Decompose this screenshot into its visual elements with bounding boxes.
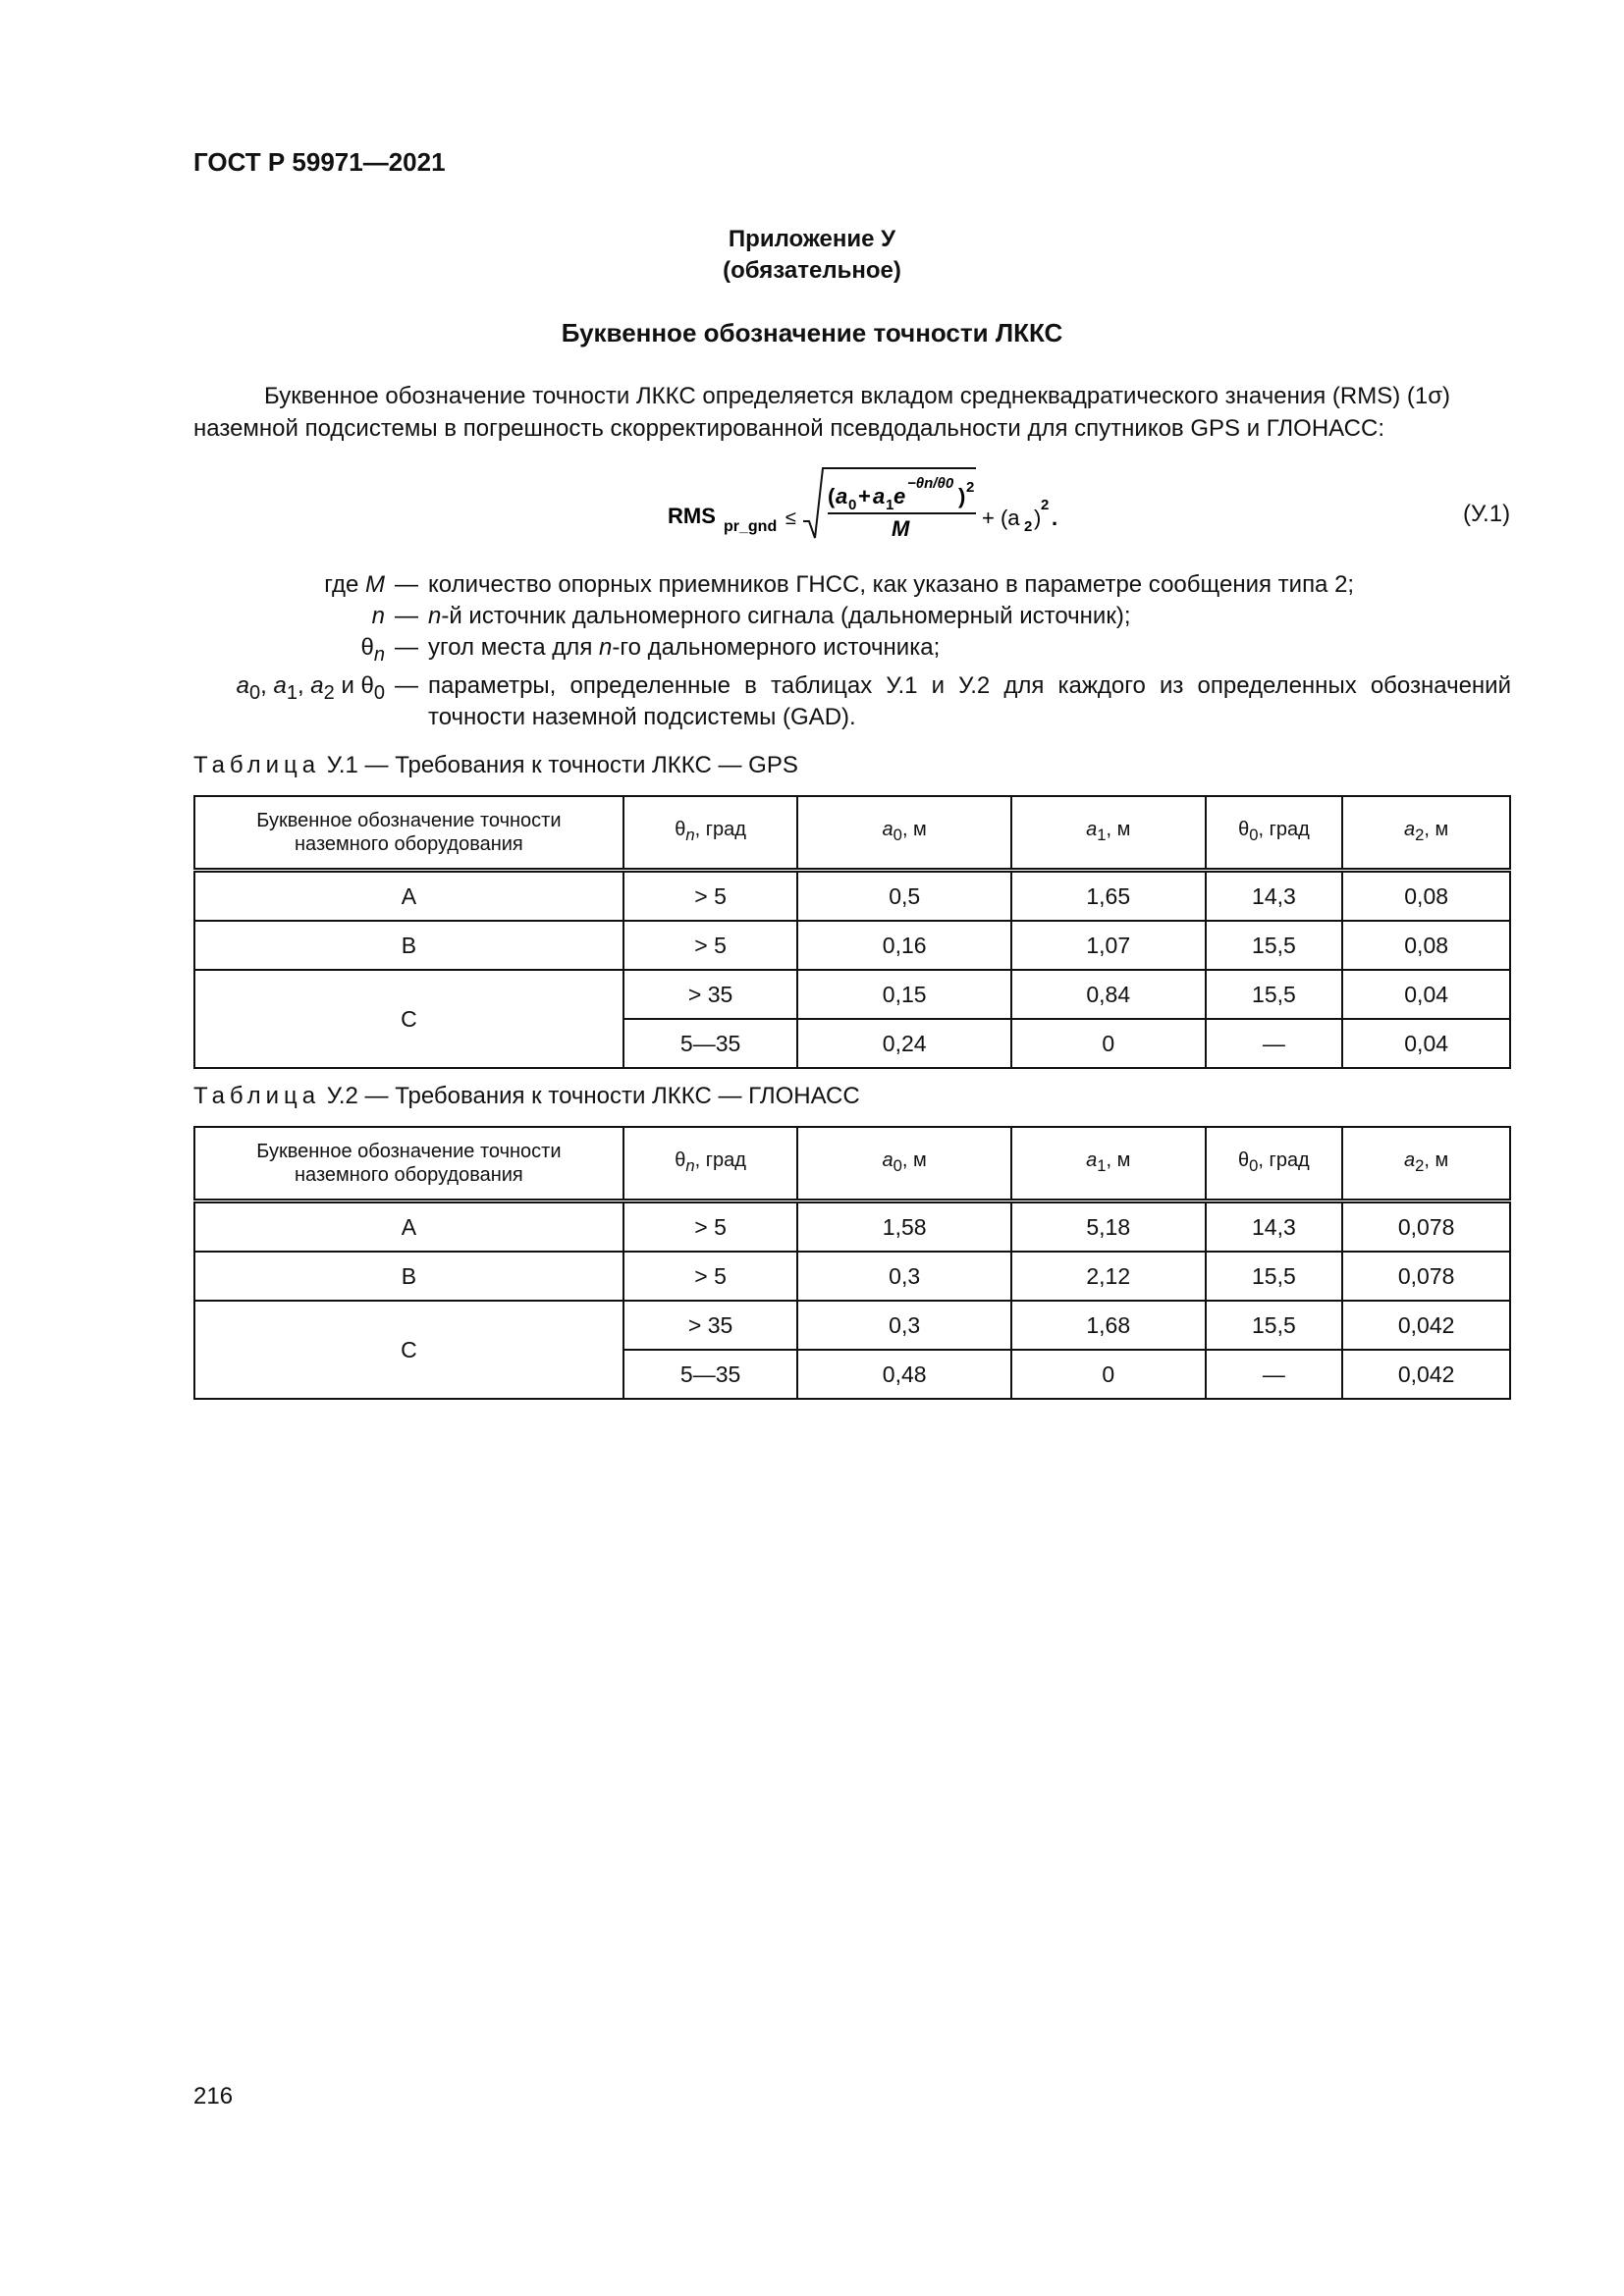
table-cell: 14,3 [1206, 1201, 1343, 1253]
intro-paragraph [193, 380, 1511, 445]
table-cell: 0,3 [797, 1252, 1011, 1301]
table-cell: A [194, 871, 623, 922]
formula-e: e [893, 484, 906, 508]
table-cell: 15,5 [1206, 921, 1343, 970]
table-cell: 14,3 [1206, 871, 1343, 922]
where-symbol: где M [324, 571, 385, 598]
table-header-row [194, 796, 1510, 871]
table-row [194, 1252, 1510, 1301]
formula-leq: ≤ [785, 507, 796, 529]
annex-title: Приложение У [728, 226, 896, 252]
where-item [193, 632, 1511, 670]
where-dash: — [395, 571, 418, 598]
header-cell-a2: $a_2$, м [1342, 1127, 1510, 1201]
table-row [194, 970, 1510, 1019]
table1-caption: Таблица У.1 — Требования к точности ЛККС — GPS [193, 752, 798, 778]
table-cell: > 5 [623, 921, 798, 970]
table-cell: 0,48 [797, 1350, 1011, 1399]
header-cell-theta-n: $\theta_n$, град [623, 796, 798, 871]
table-cell: 1,65 [1011, 871, 1206, 922]
header-cell-a0: $a_0$, м [797, 1127, 1011, 1201]
page-number: 216 [193, 2083, 234, 2109]
table-cell: 5—35 [623, 1350, 798, 1399]
intro-line-2: наземной подсистемы в погрешность скорректированной псевдодальности для спутников GPS и ГЛОНАСС: [193, 415, 1384, 442]
where-symbol: $\theta_n$ [360, 634, 385, 666]
table-cell: 0,5 [797, 871, 1011, 922]
where-dash: — [395, 671, 418, 699]
table-cell: 0,04 [1342, 1019, 1510, 1068]
table-header-row [194, 1127, 1510, 1201]
where-text: количество опорных приемников ГНСС, как указано в параметре сообщения типа 2; [428, 571, 1355, 598]
formula-denominator: M [892, 516, 910, 541]
header-cell-a2: $a_2$, м [1342, 796, 1510, 871]
table-cell: 0,078 [1342, 1252, 1510, 1301]
formula-a1-sub: 1 [886, 497, 894, 513]
table-cell: 0,24 [797, 1019, 1011, 1068]
table-cell: A [194, 1201, 623, 1253]
section-heading: Буквенное обозначение точности ЛККС [561, 318, 1063, 347]
table2-caption: Таблица У.2 — Требования к точности ЛККС — ГЛОНАСС [193, 1083, 860, 1109]
where-text: параметры, определенные в таблицах У.1 и У.2 для каждого из определенных обозначений точности наземной подсистемы (GAD). [428, 671, 1511, 730]
formula-a0-sub: 0 [848, 497, 857, 513]
formula-rms [648, 454, 1100, 543]
table-cell: 0,15 [797, 970, 1011, 1019]
table-cell: C [194, 970, 623, 1068]
table-cell: 2,12 [1011, 1252, 1206, 1301]
table-cell: 0,04 [1342, 970, 1510, 1019]
table-cell: 15,5 [1206, 1301, 1343, 1350]
table-cell: 0,042 [1342, 1350, 1510, 1399]
formula-tail-sub: 2 [1024, 518, 1033, 535]
where-list [193, 569, 1511, 733]
table-cell: B [194, 921, 623, 970]
table-cell: — [1206, 1350, 1343, 1399]
formula-period: . [1052, 506, 1058, 530]
annex-block [0, 224, 1624, 287]
table-cell: > 5 [623, 871, 798, 922]
table-cell: 0,84 [1011, 970, 1206, 1019]
table-cell: 1,07 [1011, 921, 1206, 970]
table-cell: 0,078 [1342, 1201, 1510, 1253]
table-cell: 5,18 [1011, 1201, 1206, 1253]
where-item [193, 569, 1511, 601]
table-cell: > 5 [623, 1252, 798, 1301]
table-cell: 15,5 [1206, 1252, 1343, 1301]
where-symbol: n [371, 603, 385, 629]
intro-line-1: Буквенное обозначение точности ЛККС определяется вкладом среднеквадратического значения (RMS) (1σ) [264, 383, 1451, 409]
where-item [193, 670, 1511, 733]
header-cell-theta-0: $\theta_0$, град [1206, 1127, 1343, 1201]
table-cell: 0,16 [797, 921, 1011, 970]
formula-paren-close: ) [958, 484, 966, 508]
formula-square: 2 [966, 479, 975, 496]
table-cell: 0,042 [1342, 1301, 1510, 1350]
annex-status: (обязательное) [723, 257, 901, 284]
table-cell: — [1206, 1019, 1343, 1068]
table-row [194, 921, 1510, 970]
where-dash: — [395, 603, 418, 629]
formula-a1: a [873, 484, 886, 508]
where-symbol: $a_0$, $a_1$, $a_2$ и $\theta_0$ [236, 671, 385, 704]
header-cell-designation: Буквенное обозначение точности наземного оборудования [194, 796, 623, 871]
table-cell: B [194, 1252, 623, 1301]
header-cell-a0: $a_0$, м [797, 796, 1011, 871]
table-cell: C [194, 1301, 623, 1399]
table-cell: 5—35 [623, 1019, 798, 1068]
table-row [194, 1201, 1510, 1253]
document-code: ГОСТ Р 59971—2021 [193, 147, 446, 177]
where-dash: — [395, 634, 418, 661]
equation-number: (У.1) [1463, 501, 1511, 527]
table-cell: > 35 [623, 970, 798, 1019]
where-text: n-й источник дальномерного сигнала (дальномерный источник); [428, 603, 1131, 629]
where-item [193, 601, 1511, 632]
table-cell: 0 [1011, 1350, 1206, 1399]
where-text: угол места для n-го дальномерного источника; [428, 634, 941, 661]
table-cell: 0,08 [1342, 921, 1510, 970]
formula-svg [648, 454, 1100, 543]
formula-paren-open: ( [828, 484, 836, 508]
table-cell: 0,3 [797, 1301, 1011, 1350]
table-cell: 0 [1011, 1019, 1206, 1068]
table-cell: 0,08 [1342, 871, 1510, 922]
header-cell-designation: Буквенное обозначение точности наземного оборудования [194, 1127, 623, 1201]
table-cell: > 35 [623, 1301, 798, 1350]
table2 [193, 1126, 1511, 1400]
formula-lhs: RMS [668, 504, 716, 528]
formula-exponent: −θn/θ0 [907, 475, 954, 492]
header-cell-a1: $a_1$, м [1011, 1127, 1206, 1201]
formula-a0: a [836, 484, 848, 508]
header-cell-theta-n: $\theta_n$, град [623, 1127, 798, 1201]
formula-tail-end: ) [1034, 506, 1042, 530]
formula-tail: + (a [982, 506, 1020, 530]
formula-tail-square: 2 [1041, 497, 1050, 513]
table-cell: 1,58 [797, 1201, 1011, 1253]
table-row [194, 871, 1510, 922]
table1 [193, 795, 1511, 1069]
formula-lhs-sub: pr_gnd [724, 518, 778, 535]
table-row [194, 1301, 1510, 1350]
header-cell-a1: $a_1$, м [1011, 796, 1206, 871]
formula-plus: + [858, 484, 871, 508]
table-cell: 1,68 [1011, 1301, 1206, 1350]
header-cell-theta-0: $\theta_0$, град [1206, 796, 1343, 871]
table-cell: > 5 [623, 1201, 798, 1253]
table-cell: 15,5 [1206, 970, 1343, 1019]
